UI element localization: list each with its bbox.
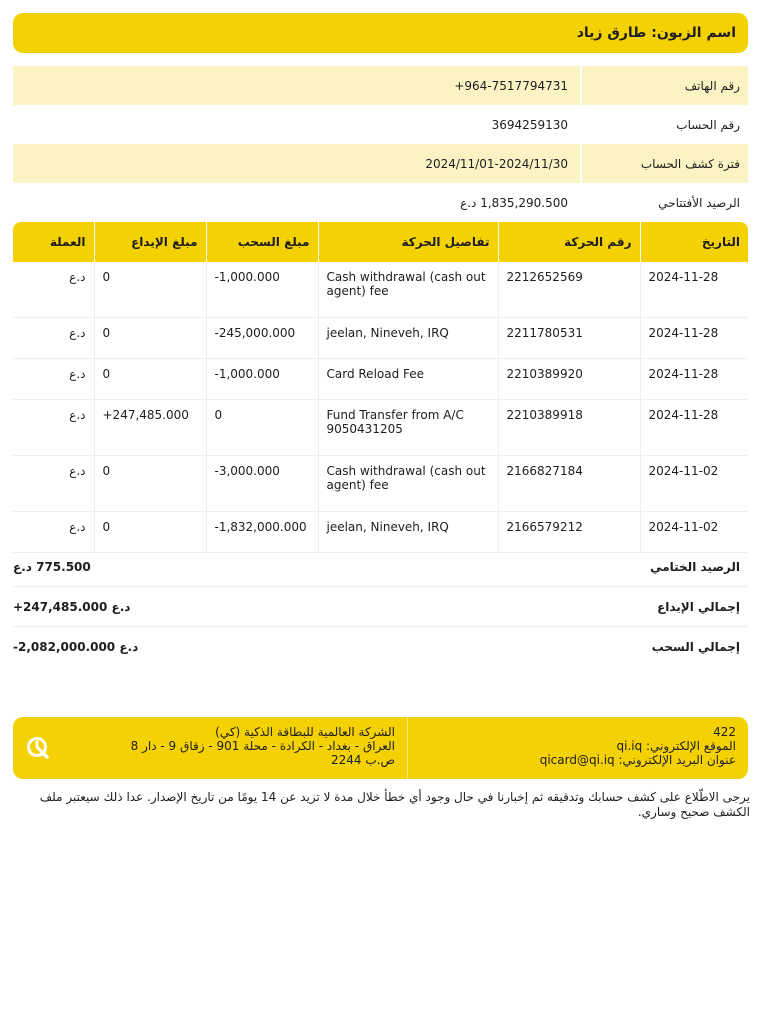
footer-contact bbox=[407, 717, 748, 779]
footer-number: 422 bbox=[713, 725, 736, 739]
footer-website[interactable]: الموقع الإلكتروني: qi.iq bbox=[616, 739, 736, 753]
header-deposit: مبلغ الإيداع bbox=[94, 222, 206, 262]
cell-deposit: +247,485.000 bbox=[94, 400, 206, 456]
account-info bbox=[13, 66, 748, 222]
info-row-account bbox=[13, 105, 748, 144]
cell-details: Fund Transfer from A/C 9050431205 bbox=[318, 400, 498, 456]
transactions-table bbox=[13, 222, 748, 553]
info-label: رقم الهاتف bbox=[580, 66, 748, 105]
cell-date: 2024-11-02 bbox=[640, 456, 748, 512]
cell-withdrawal: -245,000.000 bbox=[206, 318, 318, 359]
summary-value: -2,082,000.000 د.ع bbox=[13, 640, 139, 654]
table-row bbox=[13, 262, 748, 318]
cell-ref: 2211780531 bbox=[498, 318, 640, 359]
info-label: الرصيد الأفتتاحي bbox=[580, 183, 748, 222]
header-date: التاريخ bbox=[640, 222, 748, 262]
cell-details: Cash withdrawal (cash out agent) fee bbox=[318, 456, 498, 512]
cell-deposit: 0 bbox=[94, 318, 206, 359]
table-row bbox=[13, 456, 748, 512]
table-row bbox=[13, 400, 748, 456]
info-row-period bbox=[13, 144, 748, 183]
cell-ref: 2212652569 bbox=[498, 262, 640, 318]
cell-date: 2024-11-28 bbox=[640, 262, 748, 318]
summary-value: +247,485.000 د.ع bbox=[13, 599, 131, 614]
summary-label: الرصيد الختامي bbox=[650, 559, 740, 574]
summary-label: إجمالي السحب bbox=[651, 640, 740, 654]
header-ref: رقم الحركة bbox=[498, 222, 640, 262]
cell-currency: د.ع bbox=[13, 456, 94, 512]
cell-date: 2024-11-28 bbox=[640, 318, 748, 359]
footer-pobox: ص.ب 2244 bbox=[331, 753, 395, 767]
footer-address: العراق - بغداد - الكرادة - محلة 901 - زقاق 9 - دار 8 bbox=[130, 739, 395, 753]
cell-details: jeelan, Nineveh, IRQ bbox=[318, 512, 498, 553]
info-value: 1,835,290.500 د.ع bbox=[460, 195, 568, 210]
table-header-row bbox=[13, 222, 748, 262]
cell-withdrawal: -1,000.000 bbox=[206, 262, 318, 318]
cell-ref: 2210389918 bbox=[498, 400, 640, 456]
footer-company bbox=[63, 717, 407, 779]
summary-value: 775.500 د.ع bbox=[13, 559, 91, 574]
summary-total-deposit bbox=[13, 587, 748, 627]
info-label: فترة كشف الحساب bbox=[580, 144, 748, 183]
header-details: تفاصيل الحركة bbox=[318, 222, 498, 262]
info-value: 2024/11/01-2024/11/30 bbox=[425, 156, 568, 171]
cell-deposit: 0 bbox=[94, 262, 206, 318]
cell-currency: د.ع bbox=[13, 512, 94, 553]
cell-currency: د.ع bbox=[13, 359, 94, 400]
cell-currency: د.ع bbox=[13, 262, 94, 318]
header-currency: العملة bbox=[13, 222, 94, 262]
cell-details: Cash withdrawal (cash out agent) fee bbox=[318, 262, 498, 318]
cell-withdrawal: -1,832,000.000 bbox=[206, 512, 318, 553]
info-row-phone bbox=[13, 66, 748, 105]
footer bbox=[13, 717, 748, 779]
summary-total-withdrawal bbox=[13, 627, 748, 667]
table-row bbox=[13, 359, 748, 400]
footer-company-name: الشركة العالمية للبطاقة الذكية (كي) bbox=[215, 725, 395, 739]
customer-name-label: اسم الزبون: طارق زياد bbox=[576, 25, 736, 41]
cell-deposit: 0 bbox=[94, 359, 206, 400]
cell-details: jeelan, Nineveh, IRQ bbox=[318, 318, 498, 359]
info-value: +964-7517794731 bbox=[454, 78, 568, 93]
cell-ref: 2166579212 bbox=[498, 512, 640, 553]
customer-name-header bbox=[13, 13, 748, 53]
cell-withdrawal: -1,000.000 bbox=[206, 359, 318, 400]
table-row bbox=[13, 318, 748, 359]
disclaimer-note: يرجى الاطّلاع على كشف حسابك وتدقيقه ثم إخبارنا في حال وجود أي خطأ خلال مدة لا تزيد عن 14 يومًا من تاريخ الإصدار. عدا ذلك سيعتبر ملف الكشف صحيح وساري. bbox=[39, 790, 750, 819]
cell-date: 2024-11-28 bbox=[640, 400, 748, 456]
cell-currency: د.ع bbox=[13, 318, 94, 359]
cell-deposit: 0 bbox=[94, 456, 206, 512]
cell-ref: 2210389920 bbox=[498, 359, 640, 400]
qi-logo-icon bbox=[13, 717, 63, 779]
cell-details: Card Reload Fee bbox=[318, 359, 498, 400]
info-label: رقم الحساب bbox=[580, 105, 748, 144]
cell-ref: 2166827184 bbox=[498, 456, 640, 512]
cell-currency: د.ع bbox=[13, 400, 94, 456]
summary-label: إجمالي الإيداع bbox=[657, 599, 740, 614]
cell-date: 2024-11-02 bbox=[640, 512, 748, 553]
cell-date: 2024-11-28 bbox=[640, 359, 748, 400]
cell-withdrawal: -3,000.000 bbox=[206, 456, 318, 512]
info-row-opening-balance bbox=[13, 183, 748, 222]
summary bbox=[13, 547, 748, 667]
info-value: 3694259130 bbox=[491, 117, 568, 132]
header-withdrawal: مبلغ السحب bbox=[206, 222, 318, 262]
summary-closing-balance bbox=[13, 547, 748, 587]
footer-email[interactable]: عنوان البريد الإلكتروني: qicard@qi.iq bbox=[539, 753, 736, 767]
cell-withdrawal: 0 bbox=[206, 400, 318, 456]
cell-deposit: 0 bbox=[94, 512, 206, 553]
